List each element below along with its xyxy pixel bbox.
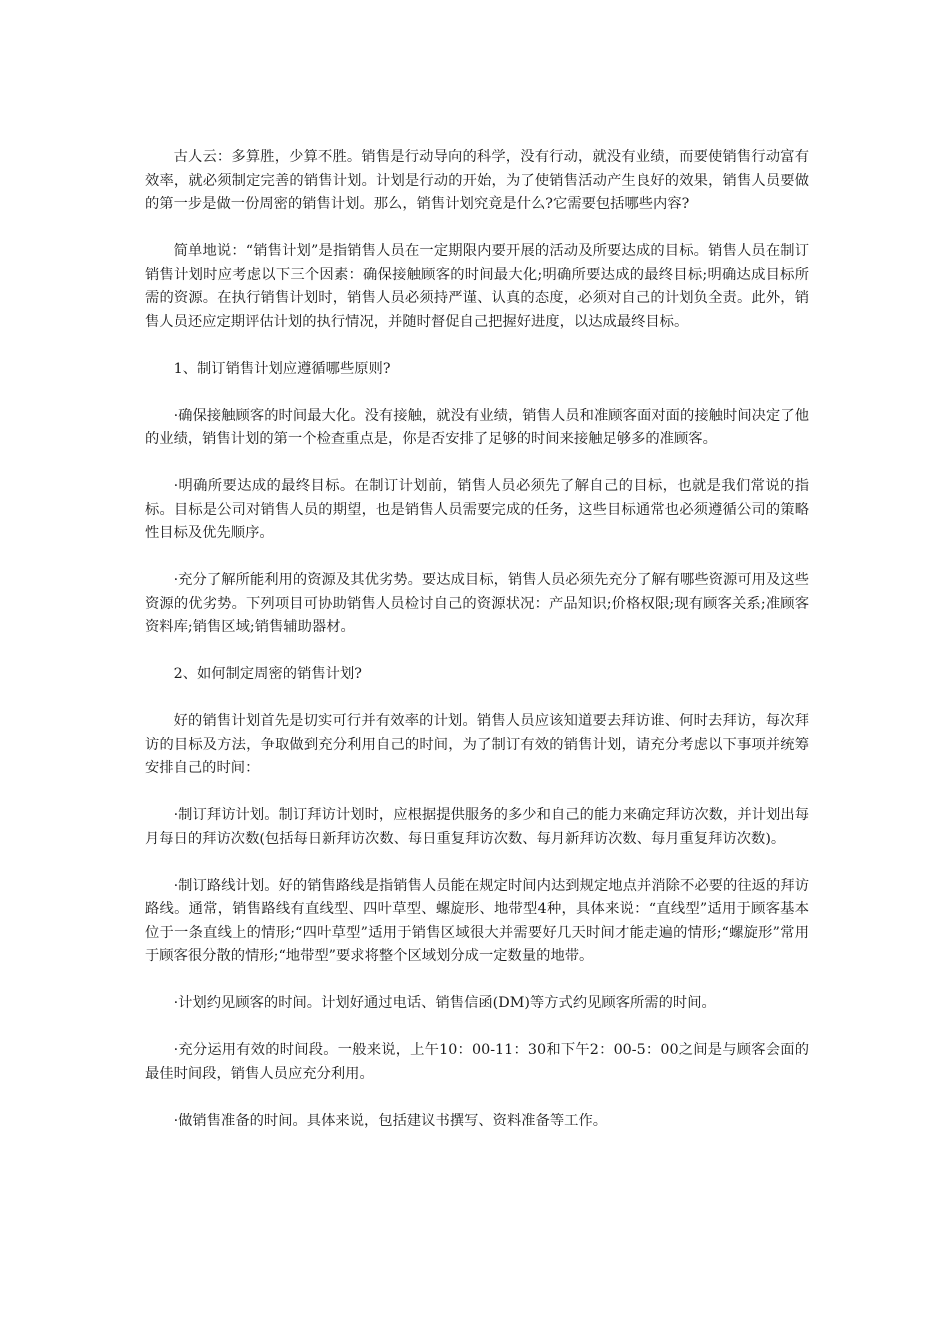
paragraph-planning-intro: 好的销售计划首先是切实可行并有效率的计划。销售人员应该知道要去拜访谁、何时去拜访，每次拜访的目标及方法，争取做到充分利用自己的时间，为了制订有效的销售计划，请充分考虑以下事项并统筹安排自己的时间：	[145, 713, 809, 776]
paragraph-definition: 简单地说：“销售计划”是指销售人员在一定期限内要开展的活动及所要达成的目标。销售人员在制订销售计划时应考虑以下三个因素：确保接触顾客的时间最大化;明确所要达成的最终目标;明确达成目标所需的资源。在执行销售计划时，销售人员必须持严谨、认真的态度，必须对自己的计划负全责。此外，销售人员还应定期评估计划的执行情况，并随时督促自己把握好进度，以达成最终目标。	[145, 243, 809, 330]
bullet-paragraph: ·明确所要达成的最终目标。在制订计划前，销售人员必须先了解自己的目标，也就是我们常说的指标。目标是公司对销售人员的期望，也是销售人员需要完成的任务，这些目标通常也必须遵循公司的策略性目标及优先顺序。	[145, 478, 809, 541]
paragraph-intro: 古人云：多算胜，少算不胜。销售是行动导向的科学，没有行动，就没有业绩，而要使销售行动富有效率，就必须制定完善的销售计划。计划是行动的开始，为了使销售活动产生良好的效果，销售人员要做的第一步是做一份周密的销售计划。那么，销售计划究竟是什么?它需要包括哪些内容?	[145, 149, 809, 212]
bullet-paragraph: ·充分了解所能利用的资源及其优劣势。要达成目标，销售人员必须先充分了解有哪些资源可用及这些资源的优劣势。下列项目可协助销售人员检讨自己的资源状况：产品知识;价格权限;现有顾客关系;准顾客资料库;销售区域;销售辅助器材。	[145, 572, 809, 635]
section-heading-planning: 2、如何制定周密的销售计划?	[173, 666, 362, 682]
bullet-paragraph: ·确保接触顾客的时间最大化。没有接触，就没有业绩，销售人员和准顾客面对面的接触时间决定了他的业绩，销售计划的第一个检查重点是，你是否安排了足够的时间来接触足够多的准顾客。	[145, 407, 809, 447]
document-body	[145, 146, 809, 1157]
bullet-paragraph: ·制订拜访计划。制订拜访计划时，应根据提供服务的多少和自己的能力来确定拜访次数，并计划出每月每日的拜访次数(包括每日新拜访次数、每日重复拜访次数、每月新拜访次数、每月重复拜访次数)。	[145, 807, 809, 847]
bullet-paragraph: ·充分运用有效的时间段。一般来说，上午10：00-11：30和下午2：00-5：00之间是与顾客会面的最佳时间段，销售人员应充分利用。	[145, 1042, 809, 1082]
bullet-paragraph: ·制订路线计划。好的销售路线是指销售人员能在规定时间内达到规定地点并消除不必要的往返的拜访路线。通常，销售路线有直线型、四叶草型、螺旋形、地带型4种，具体来说：“直线型”适用于顾客基本位于一条直线上的情形;“四叶草型”适用于销售区域很大并需要好几天时间才能走遍的情形;“螺旋形”常用于顾客很分散的情形;“地带型”要求将整个区域划分成一定数量的地带。	[145, 877, 809, 964]
section-heading-principles: 1、制订销售计划应遵循哪些原则?	[173, 360, 391, 377]
bullet-paragraph: ·做销售准备的时间。具体来说，包括建议书撰写、资料准备等工作。	[173, 1112, 608, 1129]
bullet-paragraph: ·计划约见顾客的时间。计划好通过电话、销售信函(DM)等方式约见顾客所需的时间。	[173, 995, 716, 1011]
